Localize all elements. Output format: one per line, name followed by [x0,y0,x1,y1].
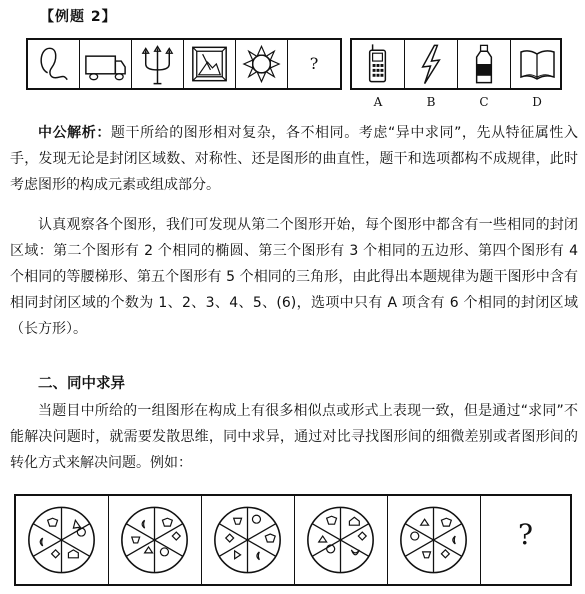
segmented-circle-icon [202,496,294,584]
phone-icon [352,40,404,88]
trident-icon [132,40,183,88]
analysis-lead: 中公解析： [38,125,111,141]
sun-icon [236,40,287,88]
option-d-figure[interactable] [511,40,564,88]
segmented-circle-icon [109,496,201,584]
figure-4-framed-picture [184,40,236,88]
squiggle-icon [28,40,79,88]
figure-1-squiggle [28,40,80,88]
question-mark: ? [309,54,319,73]
observation-paragraph: 认真观察各个图形，我们可发现从第二个图形开始，每个图形中都含有一些相同的封闭区域：第二个图形有 2 个相同的椭圆、第三个图形有 3 个相同的五边形、第四个图形有 4 个相同的等腰梯形、第五个图形有 5 个相同的三角形，由此得出本题规律为题干图形中含有相同封闭区域的个数为 1、2、3、4、5、(6)，选项中只有 A 项含有 6 个相同的封闭区域（长方形）。 [10,217,578,337]
example-title: 【例题 2】 [40,9,117,25]
circle-figure-unknown [481,496,570,584]
analysis-text: 题干所给的图形相对复杂，各不相同。考虑“异中求同”，先从特征属性入手，发现无论是封闭区域数、对称性、还是图形的曲直性，题干和选项都构不成规律，此时考虑图形的构成元素或组成部分。 [10,125,578,193]
lightning-icon [405,40,457,88]
question-mark: ? [517,518,533,551]
circle-figure-1 [16,496,109,584]
figure-6-unknown [288,40,340,88]
option-a-figure[interactable] [352,40,405,88]
segmented-circle-icon [295,496,387,584]
truck-icon [80,40,131,88]
picture-frame-icon [184,40,235,88]
question-figure-strip [26,38,342,90]
circle-figure-4 [295,496,388,584]
figure-2-truck [80,40,132,88]
option-label-a: A [373,95,383,109]
figure-5-sun [236,40,288,88]
option-label-c: C [479,95,489,109]
circle-figure-2 [109,496,202,584]
segmented-circle-icon [16,496,108,584]
method-paragraph: 当题目中所给的一组图形在构成上有很多相似点或形式上表现一致，但是通过“求同”不能解决问题时，就需要发散思维，同中求异，通过对比寻找图形间的细微差别或者图形间的转化方式来解决问题。例如： [10,403,578,471]
analysis-paragraph [10,120,578,198]
figure-3-trident [132,40,184,88]
circle-figure-5 [388,496,481,584]
book-icon [511,40,564,88]
segmented-circle-icon [388,496,480,584]
circle-figure-strip [14,494,572,586]
option-c-figure[interactable] [458,40,511,88]
circle-figure-3 [202,496,295,584]
option-label-d: D [532,95,542,109]
options-strip [350,38,562,90]
option-b-figure[interactable] [405,40,458,88]
bottle-icon [458,40,510,88]
option-label-b: B [426,95,436,109]
section-heading: 二、同中求异 [38,376,125,392]
